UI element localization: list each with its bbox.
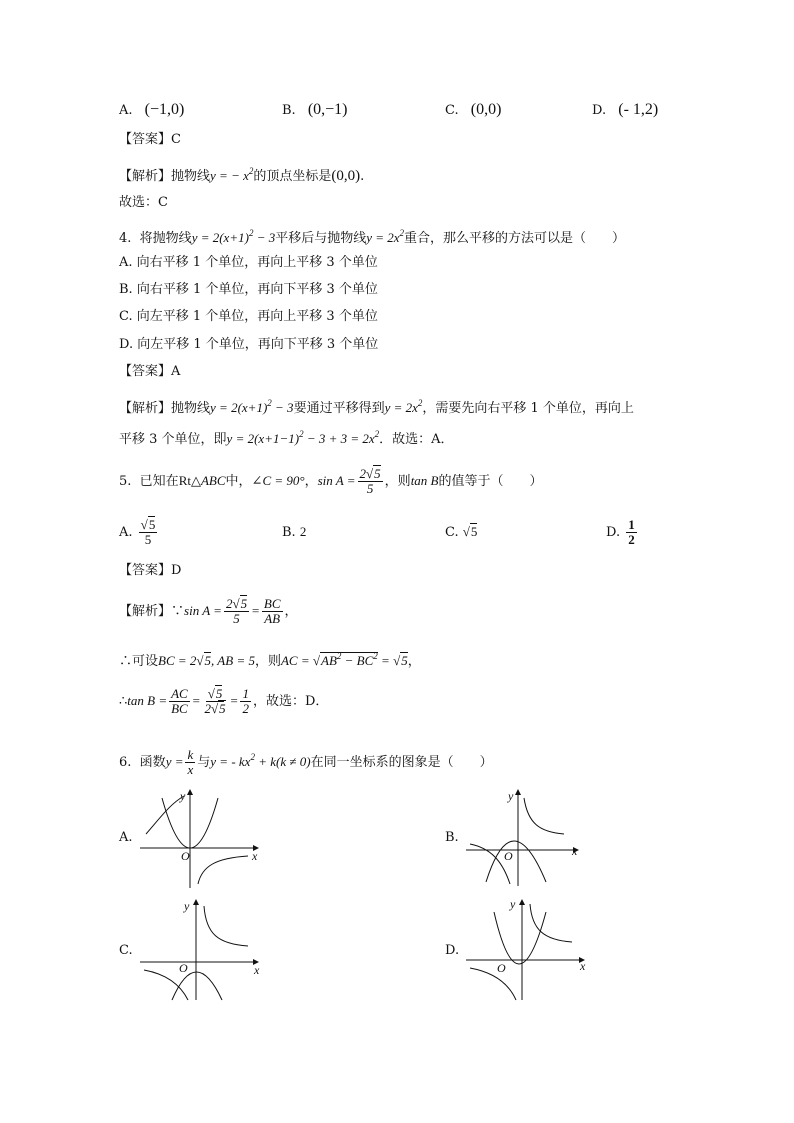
q5-option-b [282,522,306,543]
stem-text: 的值等于（ ） [438,474,543,489]
graph-option-d [464,898,590,1002]
formula: = [251,603,260,618]
analysis-text: 要通过平移得到 [293,401,385,416]
graph-option-a [138,788,270,890]
q5-option-d [606,516,639,550]
q4-option-a [119,254,378,272]
formula: ， [284,603,298,618]
q5-analysis-line1 [119,594,298,629]
fraction: $\frac{BC}{AB}$ [263,595,281,626]
q3-option-d [592,100,658,121]
option-text: 向右平移 1 个单位，再向下平移 3 个单位 [136,282,378,297]
hyperbola-branch-upper [204,906,248,946]
formula: y = - $kx^2 + k(k \ne 0)$ [210,752,311,769]
option-text: 向左平移 1 个单位，再向下平移 3 个单位 [137,337,379,352]
analysis-text: 抛物线 [171,169,211,184]
answer-label: 【答案】 [119,563,172,578]
stem-text: 函数 [139,755,166,770]
formula: $y = 2x^2$ [366,228,405,245]
analysis-text: . [360,169,365,184]
q5-option-c [445,522,477,543]
analysis-text: ∴可设 [119,654,159,669]
hyperbola-branch-lower [198,856,248,884]
graph-option-d-letter: D. [445,943,460,958]
fraction: $\frac{1}{2}$ [242,685,249,716]
fraction: $\frac{√5}{2√5}$ [204,685,226,716]
q4-answer [119,363,180,381]
option-letter: A. [119,103,133,118]
fraction: $\frac{2√5}{5}$ [359,465,381,496]
formula: sin A = [317,473,356,488]
hyperbola-branch-upper [146,796,184,834]
stem-text: 中， [225,474,252,489]
stem-text: 将抛物线 [139,231,192,246]
question-number: 4. [119,231,132,246]
option-text: 向左平移 1 个单位，再向上平移 3 个单位 [136,309,378,324]
option-letter: C. [445,103,459,118]
option-letter: B. [282,525,296,540]
formula: $y = 2(x+1)^2 - 3$ [191,228,276,245]
question-number: 6. [119,755,132,770]
stem-text: 在同一坐标系的图象是（ ） [310,755,493,770]
formula: $y = 2(x+1)^2 - 3$ [210,398,294,415]
formula: ， [407,653,421,668]
analysis-text: ，需要先向右平移 1 个单位，再向上 [422,401,634,416]
option-letter: B. [282,103,296,118]
y-axis-label: y [508,789,514,803]
formula: y = [165,754,184,769]
x-axis-label: x [580,959,586,973]
fraction: $\frac{AC}{BC}$ [171,685,188,716]
q3-option-a [119,100,184,121]
q3-answer [119,131,181,149]
fraction: $\frac{1}{2}$ [628,516,635,547]
answer-label: 【答案】 [119,364,172,379]
formula: $y = 2x^2$ [384,398,423,415]
x-axis-label: x [254,963,260,977]
fraction: $\frac{√5}{5}$ [140,516,156,547]
y-axis-label: y [184,899,190,913]
analysis-text: ．故选：A． [379,432,454,447]
formula: Rt△ABC [178,473,226,488]
q4-option-c [119,308,378,326]
graph-option-c [138,898,270,1002]
parabola-curve [494,912,546,964]
answer-value: C [171,132,181,147]
formula: = [191,693,201,708]
analysis-text: 平移 3 个单位，即 [119,432,227,447]
fraction: $\frac{k}{x}$ [187,746,194,777]
option-letter: A. [119,255,133,270]
analysis-text: 抛物线 [171,401,211,416]
hyperbola-branch-upper [530,904,572,942]
q5-analysis-line2 [119,647,421,671]
fraction: $\frac{2√5}{5}$ [225,595,248,626]
graph-option-b-letter: B. [445,830,459,845]
origin-label: O [504,849,513,863]
option-value: (- 1,2) [618,101,659,118]
stem-text: ， [304,474,318,489]
parabola-curve [486,841,546,882]
formula: ∠C = 90° [251,473,305,488]
q5-answer [119,562,181,580]
option-letter: C. [445,525,459,540]
q5-analysis-line3 [119,683,328,720]
option-value: √5 [462,524,478,539]
stem-text: 与 [197,755,211,770]
option-letter: A. [119,525,133,540]
formula: y = − $x^2$ [210,166,254,183]
q5-stem [119,466,543,497]
q3-option-c [445,100,501,121]
analysis-label: 【解析】 [119,401,172,416]
x-axis-label: x [572,844,578,858]
hyperbola-branch-lower [470,968,516,1000]
stem-text: 平移后与抛物线 [275,231,367,246]
option-text: 向右平移 1 个单位，再向上平移 3 个单位 [136,255,378,270]
formula: tan B = [127,693,168,708]
formula: = [229,693,239,708]
formula: tan B [410,473,439,488]
graph-option-c-letter: C. [119,943,133,958]
q4-option-d [119,336,378,354]
answer-label: 【答案】 [119,132,172,147]
formula: sin A = [184,603,222,618]
graph-option-a-letter: A. [119,830,133,845]
stem-text: ，则 [384,474,411,489]
answer-value: A [171,364,181,379]
option-value: (−1,0) [144,101,185,118]
option-letter: D. [606,525,621,540]
option-value: (0,0) [470,101,502,118]
q4-analysis-line2 [119,425,454,449]
analysis-text: ，则 [254,654,281,669]
q3-conclusion: 故选：C [119,195,168,210]
formula: $y = 2(x+1-1)^2 - 3 + 3 = 2x^2$ [226,429,380,446]
parabola-curve [172,972,222,1000]
q4-stem [119,224,625,248]
option-letter: C. [119,309,133,324]
analysis-text: ∴ [119,694,128,709]
vertex-point: (0,0) [331,168,361,184]
q3-analysis [119,162,364,186]
origin-label: O [181,849,190,863]
formula: BC = 2√5, AB = 5 [158,653,255,668]
y-axis-label: y [180,789,186,803]
q3-option-b [282,100,348,121]
x-axis-label: x [252,849,258,863]
analysis-text: ，故选：D． [252,694,329,709]
formula: AC = $√AB^2 - BC^2 = √5$ [280,651,408,668]
q4-option-b [119,281,378,299]
analysis-label: 【解析】 [119,169,172,184]
option-letter: B. [119,282,133,297]
option-value: (0,−1) [307,101,348,118]
option-letter: D. [592,103,607,118]
option-letter: D. [119,337,134,352]
answer-value: D [171,563,182,578]
origin-label: O [179,961,188,975]
stem-text: 已知在 [139,474,179,489]
hyperbola-branch-upper [524,798,564,834]
stem-text: 重合，那么平移的方法可以是（ ） [404,231,626,246]
y-axis-label: y [510,898,516,911]
q6-stem [119,740,493,780]
analysis-text: 的顶点坐标是 [253,169,332,184]
analysis-label: 【解析】 [119,604,172,619]
option-value: 2 [299,524,307,539]
graph-option-b [464,788,586,888]
because-symbol: ∵ [171,604,185,619]
q4-analysis-line1 [119,394,634,418]
q5-option-a [119,516,159,550]
question-number: 5. [119,474,132,489]
origin-label: O [497,961,506,975]
